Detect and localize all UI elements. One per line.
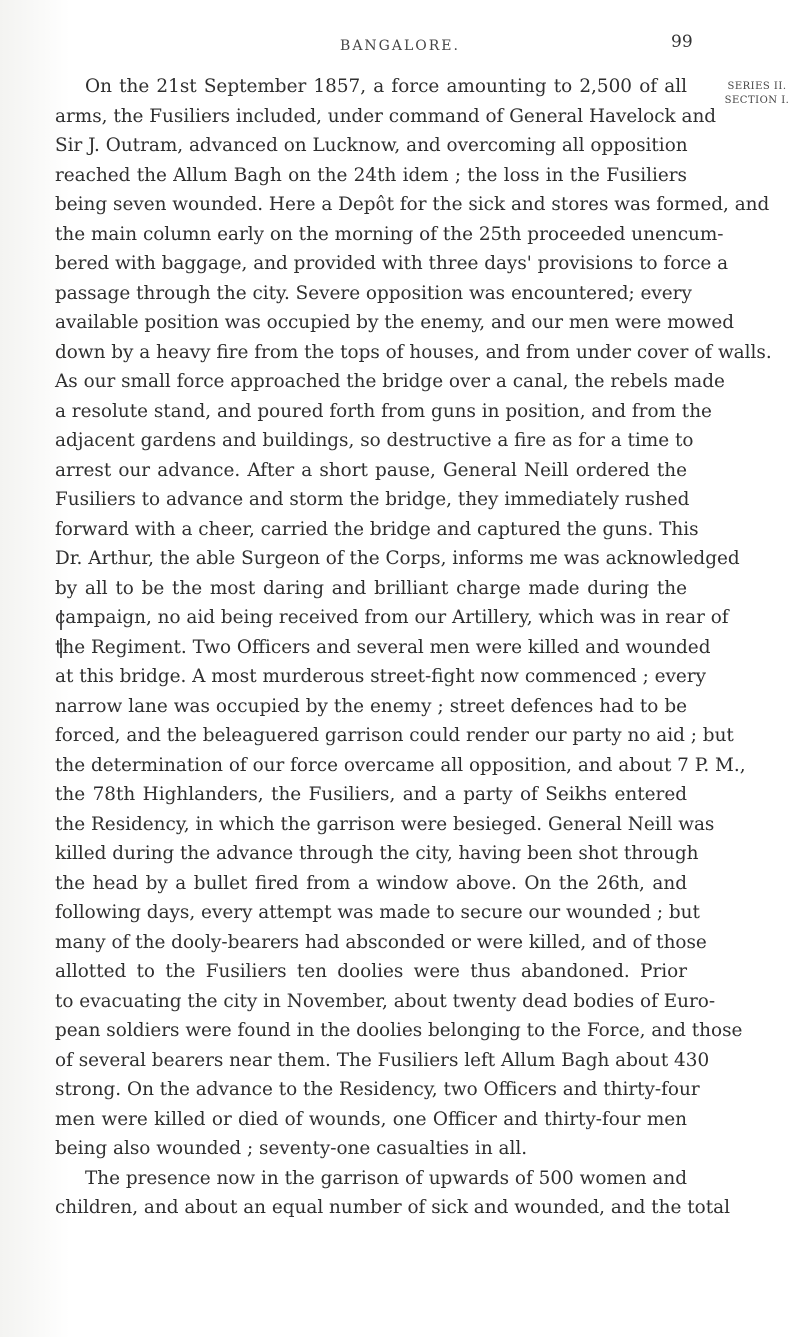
text-line: allotted to the Fusiliers ten doolies were thus abandoned. Prior (55, 961, 687, 982)
text-line: As our small force approached the bridge over a canal, the rebels made (55, 371, 725, 392)
text-line: narrow lane was occupied by the enemy ; street defences had to be (55, 695, 687, 717)
margin-note-series: SERIES II. (727, 81, 787, 92)
text-line: arms, the Fusiliers included, under command of General Havelock and (55, 105, 717, 127)
text-line: forced, and the beleaguered garrison could render our party no aid ; but (55, 725, 734, 746)
text-line: men were killed or died of wounds, one Officer and thirty-four men (55, 1108, 687, 1130)
body-text (0, 72, 800, 1223)
text-line: available position was occupied by the enemy, and our men were mowed (55, 312, 734, 333)
text-line: by all to be the most daring and brilliant charge made during the (55, 577, 687, 599)
text-line: the Regiment. Two Officers and several men were killed and wounded (55, 636, 711, 658)
text-line: a resolute stand, and poured forth from guns in position, and from the (55, 400, 712, 422)
text-line: adjacent gardens and buildings, so destructive a fire as for a time to (55, 430, 694, 451)
text-line: the main column early on the morning of the 25th proceeded unencum- (55, 223, 724, 245)
text-line: passage through the city. Severe opposition was encountered; every (55, 282, 692, 304)
text-line: many of the dooly-bearers had absconded or were killed, and of those (55, 931, 707, 953)
text-line: the determination of our force overcame all opposition, and about 7 P. M., (55, 754, 746, 776)
text-line: down by a heavy fire from the tops of houses, and from under cover of walls. (55, 341, 772, 363)
text-line: the head by a bullet fired from a window above. On the 26th, and (55, 872, 687, 894)
text-line: children, and about an equal number of sick and wounded, and the total (55, 1197, 730, 1218)
text-line: campaign, no aid being received from our Artillery, which was in rear of (55, 607, 729, 628)
text-line: killed during the advance through the city, having been shot through (55, 843, 699, 864)
text-line: strong. On the advance to the Residency, two Officers and thirty-four (55, 1079, 700, 1100)
text-line: bered with baggage, and provided with three days' provisions to force a (55, 253, 729, 274)
text-line: The presence now in the garrison of upwards of 500 women and (85, 1167, 687, 1189)
text-line: the 78th Highlanders, the Fusiliers, and a party of Seikhs entered (55, 784, 687, 805)
text-line: of several bearers near them. The Fusiliers left Allum Bagh about 430 (55, 1049, 710, 1071)
text-line: forward with a cheer, carried the bridge and captured the guns. This (55, 518, 699, 540)
text-line: to evacuating the city in November, about twenty dead bodies of Euro- (55, 990, 716, 1012)
text-line: being also wounded ; seventy-one casualties in all. (55, 1138, 528, 1159)
text-line: On the 21st September 1857, a force amounting to 2,500 of all (85, 76, 687, 97)
text-line: pean soldiers were found in the doolies belonging to the Force, and those (55, 1020, 743, 1041)
margin-note-section: SECTION I. (724, 95, 790, 106)
text-line: reached the Allum Bagh on the 24th idem ; the loss in the Fusiliers (55, 164, 687, 186)
text-line: the Residency, in which the garrison were besieged. General Neill was (55, 813, 715, 835)
text-line: at this bridge. A most murderous street-fight now commenced ; every (55, 666, 706, 687)
page-number: 99 (671, 32, 693, 52)
running-title: BANGALORE. (340, 38, 460, 54)
text-line: Fusiliers to advance and storm the bridge, they immediately rushed (55, 489, 690, 510)
text-line: Sir J. Outram, advanced on Lucknow, and overcoming all opposition (55, 135, 688, 156)
text-line: Dr. Arthur, the able Surgeon of the Corps, informs me was acknowledged (55, 548, 740, 569)
text-line: arrest our advance. After a short pause, General Neill ordered the (55, 459, 687, 481)
text-line: following days, every attempt was made to secure our wounded ; but (55, 902, 700, 923)
text-line: being seven wounded. Here a Depôt for the sick and stores was formed, and (55, 194, 770, 215)
